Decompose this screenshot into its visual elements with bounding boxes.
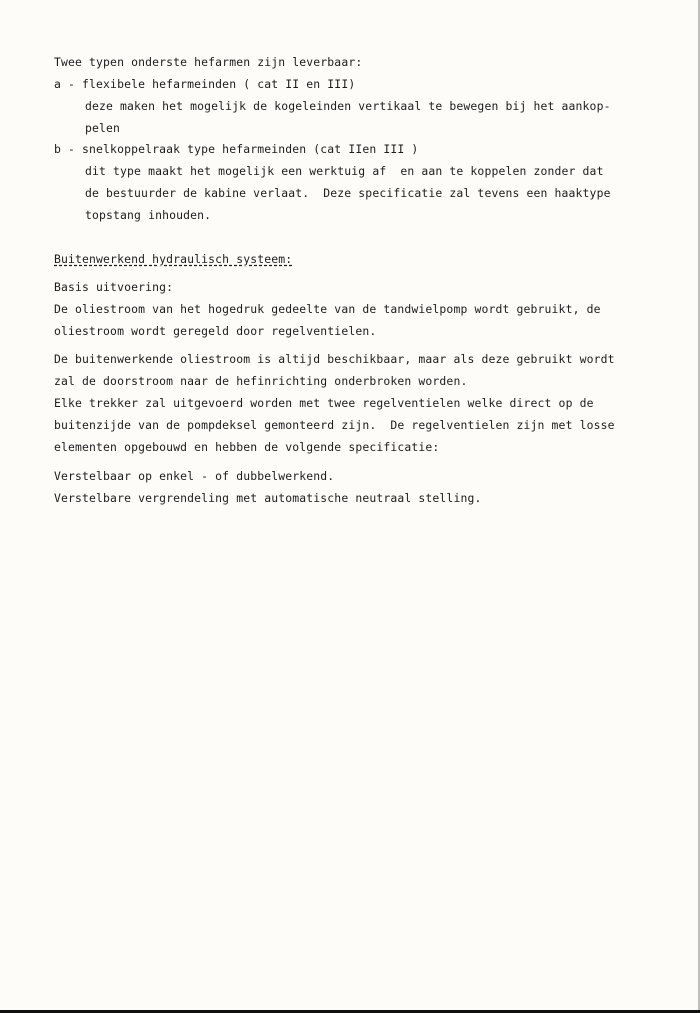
option-a-description-line-2: pelen	[85, 121, 121, 135]
paragraph-1-line-1: De oliestroom van het hogedruk gedeelte van de tandwielpomp wordt gebruikt, de	[54, 302, 601, 316]
option-a-line: a - flexibele hefarmeinden ( cat II en III)	[54, 77, 356, 91]
specification-line-1: Verstelbaar op enkel - of dubbelwerkend.	[54, 469, 335, 483]
paragraph-3-line-2: buitenzijde van de pompdeksel gemonteerd zijn. De regelventielen zijn met losse	[54, 418, 615, 432]
basis-heading: Basis uitvoering:	[54, 280, 174, 294]
paragraph-3-line-1: Elke trekker zal uitgevoerd worden met twee regelventielen welke direct op de	[54, 396, 594, 410]
paragraph-3-line-3: elementen opgebouwd en hebben de volgende specificatie:	[54, 440, 440, 454]
option-a-description-line-1: deze maken het mogelijk de kogeleinden vertikaal te bewegen bij het aankop-	[85, 99, 611, 113]
intro-line: Twee typen onderste hefarmen zijn leverbaar:	[54, 55, 363, 69]
specification-line-2: Verstelbare vergrendeling met automatische neutraal stelling.	[54, 491, 482, 505]
option-b-description-line-1: dit type maakt het mogelijk een werktuig af en aan te koppelen zonder dat	[85, 164, 604, 178]
option-b-line: b - snelkoppelraak type hefarmeinden (cat IIen III )	[54, 142, 419, 156]
paragraph-2-line-1: De buitenwerkende oliestroom is altijd beschikbaar, maar als deze gebruikt wordt	[54, 352, 615, 366]
option-b-description-line-2: de bestuurder de kabine verlaat. Deze specificatie zal tevens een haaktype	[85, 186, 611, 200]
option-b-description-line-3: topstang inhouden.	[85, 208, 212, 222]
paragraph-2-line-2: zal de doorstroom naar de hefinrichting onderbroken worden.	[54, 374, 468, 388]
paragraph-1-line-2: oliestroom wordt geregeld door regelventielen.	[54, 324, 377, 338]
section-heading: Buitenwerkend hydraulisch systeem:	[54, 252, 293, 266]
